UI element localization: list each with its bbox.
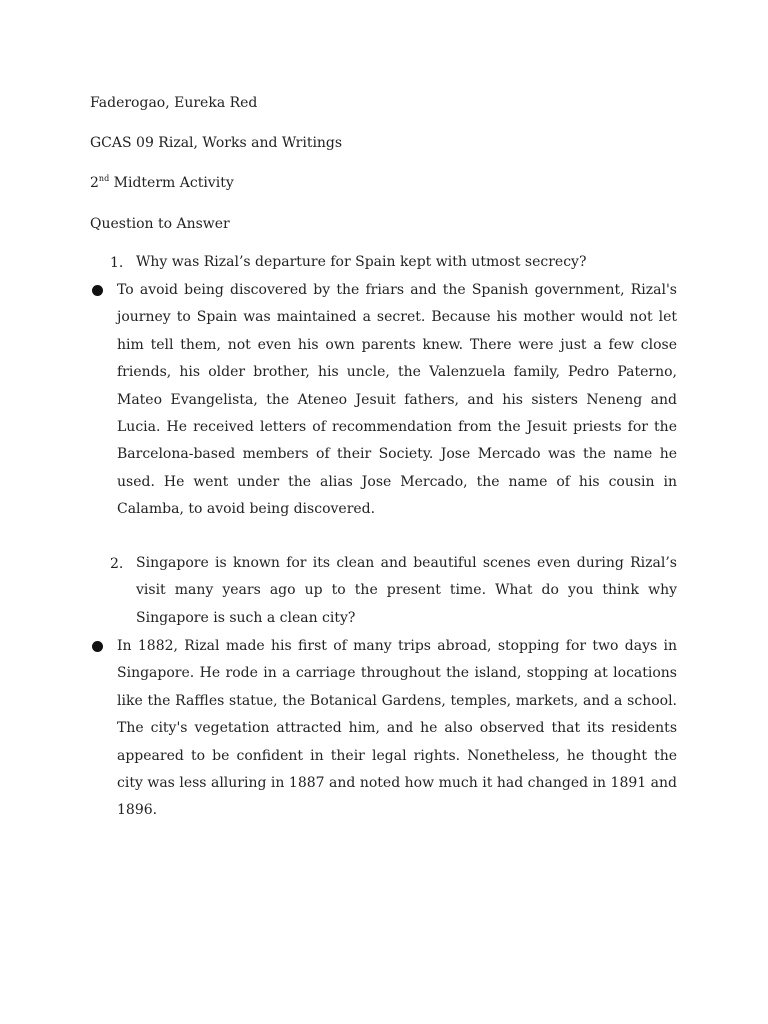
answer-2-paragraph: In 1882, Rizal made his first of many trips abroad, stopping for two days in Singapore. He rode in a carriage throughout the island, stopping at locations like the Raffles statue, the Botanical Gardens, temples, markets, and a school. The city's vegetation attracted him, and he also observed that its residents appeared to be confident in their legal rights. Nonetheless, he thought the city was less alluring in 1887 and noted how much it had changed in 1891 and 1896.: [117, 638, 677, 819]
answer-1-bullet: [92, 285, 103, 296]
question-1-number: 1.: [110, 255, 124, 271]
answer-1-paragraph: To avoid being discovered by the friars and the Spanish government, Rizal's journey to Spain was maintained a secret. Because his mother would not let him tell them, not even his own parents knew. There were just a few close friends, his older brother, his uncle, the Valenzuela family, Pedro Paterno, Mateo Evangelista, the Ateneo Jesuit fathers, and his sisters Neneng and Lucia. He received letters of recommendation from the Jesuit priests for the Barcelona-based members of their Society. Jose Mercado was the name he used. He went under the alias Jose Mercado, the name of his cousin in Calamba, to avoid being discovered.: [117, 282, 677, 518]
section-label: Question to Answer: [90, 216, 230, 232]
question-2-number: 2.: [110, 556, 124, 572]
question-1-text: Why was Rizal’s departure for Spain kept with utmost secrecy?: [136, 254, 587, 270]
question-2-text: Singapore is known for its clean and beautiful scenes even during Rizal’s visit many years ago up to the present time. What do you think why Singapore is such a clean city?: [136, 555, 677, 626]
student-name: Faderogao, Eureka Red: [90, 95, 258, 111]
answer-2-bullet: [92, 641, 103, 652]
activity-ordinal-suffix: nd: [98, 174, 110, 183]
course-title: GCAS 09 Rizal, Works and Writings: [90, 135, 343, 151]
activity-title: [90, 174, 234, 192]
activity-ordinal-number: 2: [90, 175, 99, 191]
activity-title-text: Midterm Activity: [109, 175, 234, 191]
